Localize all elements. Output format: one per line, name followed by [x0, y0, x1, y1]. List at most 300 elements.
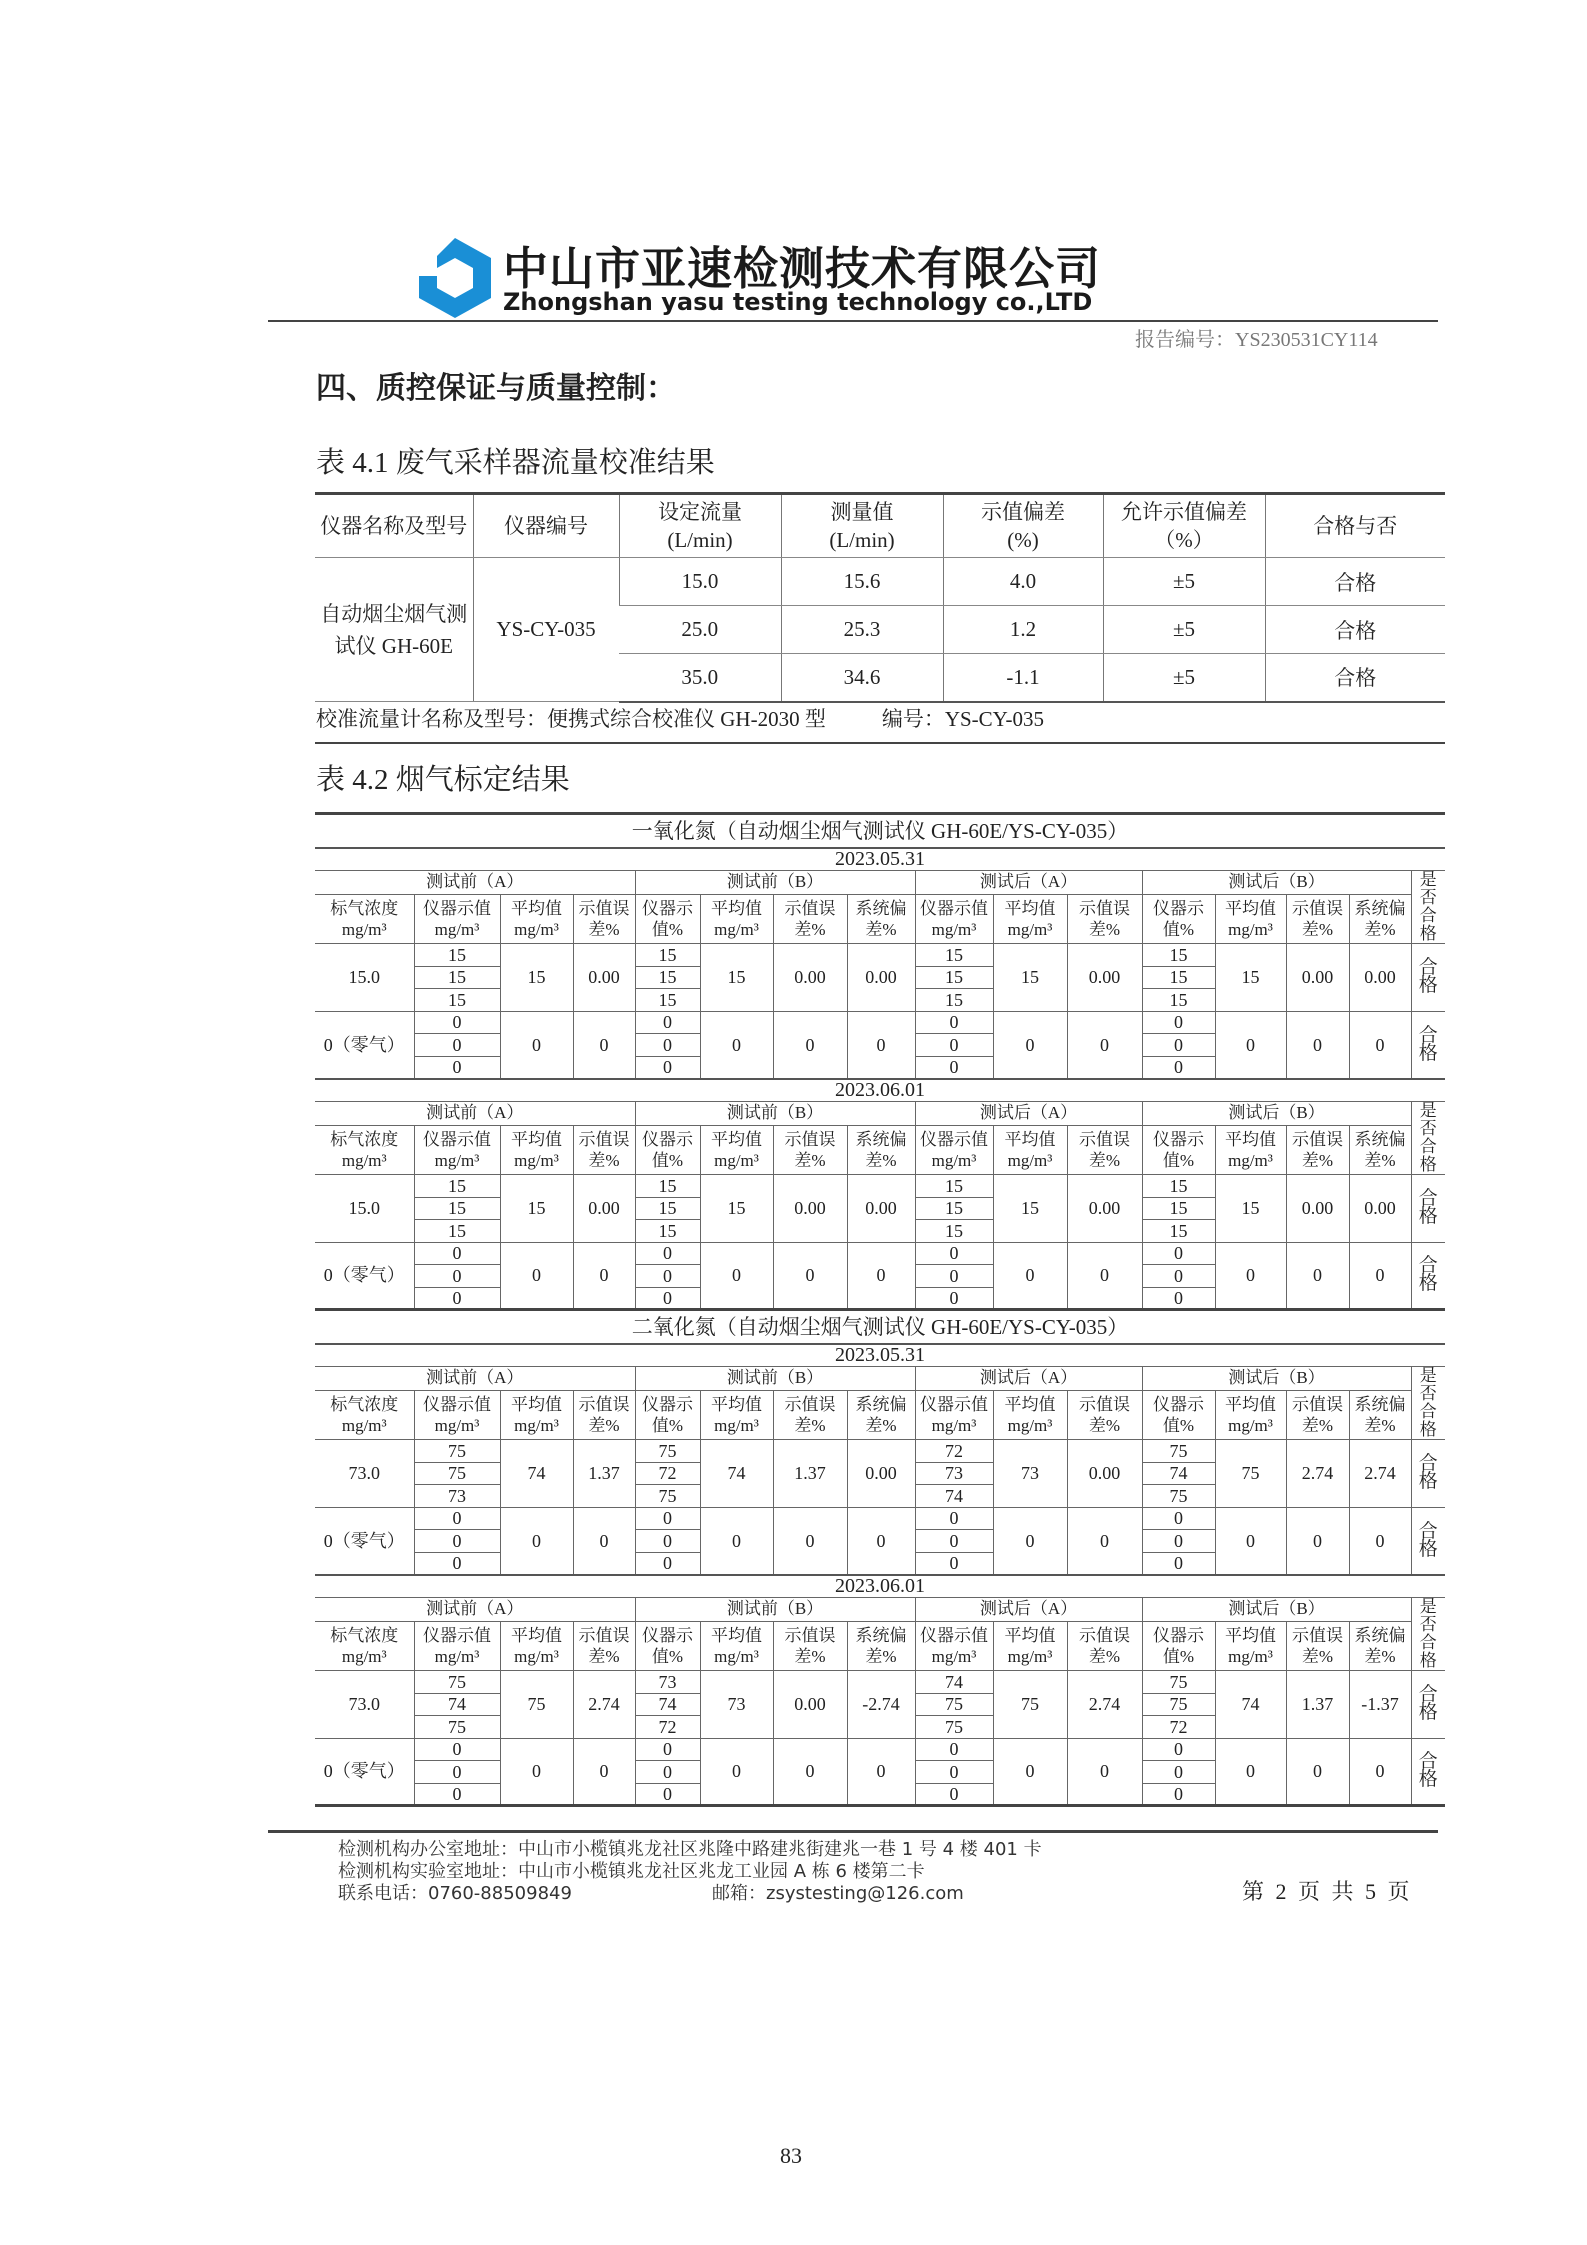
table-row [315, 1242, 1445, 1265]
section-title-row [315, 1310, 1445, 1344]
header-divider [268, 320, 1438, 322]
average: 0 [500, 1738, 573, 1806]
section-title: 二氧化氮（自动烟尘烟气测试仪 GH-60E/YS-CY-035） [315, 1310, 1445, 1344]
column-header: 系统偏 差% [847, 1125, 915, 1174]
set-flow: 25.0 [619, 606, 781, 654]
date: 2023.06.01 [315, 1079, 1445, 1102]
reading-pre-a: 0 [414, 1287, 500, 1310]
result-header: 是否 合格 [1411, 871, 1445, 944]
column-header: 平均值 mg/m³ [1215, 1621, 1286, 1670]
reading-post-b: 72 [1142, 1716, 1215, 1739]
column-header: 平均值 mg/m³ [500, 894, 573, 943]
table-row [315, 1011, 1445, 1034]
average: 0 [500, 1011, 573, 1079]
average: 15 [993, 944, 1067, 1012]
calibrator-note [316, 703, 1100, 733]
error: 0 [573, 1738, 635, 1806]
error: 0.00 [1286, 1175, 1349, 1243]
table-row [315, 944, 1445, 967]
system-deviation: 0 [1349, 1507, 1411, 1575]
column-header: 平均值 mg/m³ [700, 1621, 773, 1670]
company-name-en: Zhongshan yasu testing technology co.,LTD [503, 288, 1093, 316]
lab-address: 检测机构实验室地址：中山市小榄镇兆龙社区兆龙工业园 A 栋 6 楼第二卡 [338, 1861, 925, 1882]
group-header: 测试前（B） [635, 1102, 915, 1126]
date-row [315, 848, 1445, 871]
column-header: 仪器示值 mg/m³ [915, 1621, 993, 1670]
column-header: 仪器示值 mg/m³ [915, 1125, 993, 1174]
error: 0 [1286, 1507, 1349, 1575]
reading-post-b: 0 [1142, 1507, 1215, 1530]
header-cell: 仪器编号 [473, 494, 619, 558]
gas-calibration-table [315, 812, 1445, 1807]
system-deviation: 0.00 [1349, 944, 1411, 1012]
column-header: 仪器示 值% [635, 894, 700, 943]
error: 0 [1067, 1507, 1142, 1575]
group-header: 测试前（A） [315, 1367, 635, 1391]
reading-pre-a: 0 [414, 1011, 500, 1034]
average: 75 [1215, 1440, 1286, 1508]
column-header: 平均值 mg/m³ [700, 1390, 773, 1439]
result: 合格 [1411, 1440, 1445, 1508]
error: 0 [773, 1507, 847, 1575]
reading-pre-a: 15 [414, 1197, 500, 1220]
group-header: 测试前（B） [635, 1367, 915, 1391]
average: 75 [500, 1671, 573, 1739]
average: 0 [993, 1738, 1067, 1806]
average: 0 [1215, 1011, 1286, 1079]
page-indicator: 第 2 页 共 5 页 [1242, 1879, 1413, 1904]
group-header: 测试后（A） [915, 871, 1142, 895]
column-header-row [315, 1390, 1445, 1439]
table-row [315, 1507, 1445, 1530]
average: 73 [993, 1440, 1067, 1508]
system-deviation: 0.00 [847, 944, 915, 1012]
date: 2023.05.31 [315, 848, 1445, 871]
result-header: 是否 合格 [1411, 1367, 1445, 1440]
error: 2.74 [573, 1671, 635, 1739]
column-header: 示值误 差% [573, 894, 635, 943]
reading-post-b: 15 [1142, 966, 1215, 989]
column-header: 示值误 差% [773, 1125, 847, 1174]
group-header: 测试前（A） [315, 871, 635, 895]
header-cell: 仪器名称及型号 [315, 494, 473, 558]
column-header: 平均值 mg/m³ [500, 1390, 573, 1439]
system-deviation: 0.00 [847, 1440, 915, 1508]
system-deviation: -2.74 [847, 1671, 915, 1739]
reading-pre-b: 0 [635, 1011, 700, 1034]
column-header: 系统偏 差% [1349, 1390, 1411, 1439]
error: 1.37 [773, 1440, 847, 1508]
standard-concentration: 0（零气） [315, 1738, 414, 1806]
column-header: 仪器示 值% [1142, 1125, 1215, 1174]
reading-post-a: 0 [915, 1056, 993, 1079]
reading-post-b: 0 [1142, 1265, 1215, 1288]
date: 2023.05.31 [315, 1344, 1445, 1367]
average: 0 [993, 1242, 1067, 1310]
result: 合格 [1411, 944, 1445, 1012]
column-header: 平均值 mg/m³ [500, 1125, 573, 1174]
table-row [315, 1175, 1445, 1198]
column-header: 示值误 差% [1286, 1621, 1349, 1670]
reading-post-b: 15 [1142, 1220, 1215, 1243]
reading-pre-a: 74 [414, 1693, 500, 1716]
average: 0 [993, 1507, 1067, 1575]
reading-pre-a: 73 [414, 1485, 500, 1508]
reading-post-b: 75 [1142, 1671, 1215, 1694]
column-header: 仪器示值 mg/m³ [414, 1390, 500, 1439]
column-header: 平均值 mg/m³ [993, 1621, 1067, 1670]
error: 0 [773, 1738, 847, 1806]
average: 0 [700, 1242, 773, 1310]
reading-post-a: 0 [915, 1783, 993, 1806]
reading-post-a: 75 [915, 1693, 993, 1716]
email: 邮箱：zsystesting@126.com [712, 1883, 964, 1904]
group-header-row [315, 871, 1445, 895]
column-header: 示值误 差% [1067, 1125, 1142, 1174]
reading-pre-b: 73 [635, 1671, 700, 1694]
standard-concentration: 73.0 [315, 1671, 414, 1739]
column-header: 平均值 mg/m³ [993, 894, 1067, 943]
result: 合格 [1411, 1242, 1445, 1310]
column-header: 平均值 mg/m³ [700, 1125, 773, 1174]
system-deviation: 0 [1349, 1738, 1411, 1806]
average: 0 [700, 1507, 773, 1575]
reading-post-b: 0 [1142, 1034, 1215, 1057]
average: 74 [500, 1440, 573, 1508]
column-header: 示值误 差% [1067, 1621, 1142, 1670]
column-header: 示值误 差% [1067, 894, 1142, 943]
result: 合格 [1265, 606, 1445, 654]
column-header: 示值误 差% [573, 1125, 635, 1174]
column-header: 示值误 差% [573, 1390, 635, 1439]
reading-pre-b: 0 [635, 1761, 700, 1784]
column-header: 平均值 mg/m³ [1215, 1390, 1286, 1439]
error: 0.00 [573, 944, 635, 1012]
group-header-row [315, 1367, 1445, 1391]
average: 74 [700, 1440, 773, 1508]
allowed: ±5 [1103, 606, 1265, 654]
reading-pre-a: 0 [414, 1056, 500, 1079]
column-header: 仪器示 值% [635, 1125, 700, 1174]
divider [315, 742, 1445, 744]
column-header: 仪器示值 mg/m³ [915, 894, 993, 943]
reading-pre-b: 15 [635, 1175, 700, 1198]
error: 0.00 [773, 944, 847, 1012]
column-header: 仪器示值 mg/m³ [915, 1390, 993, 1439]
reading-post-b: 15 [1142, 944, 1215, 967]
reading-pre-b: 75 [635, 1440, 700, 1463]
deviation: 1.2 [943, 606, 1103, 654]
date-row [315, 1575, 1445, 1598]
system-deviation: 2.74 [1349, 1440, 1411, 1508]
header-cell: 示值偏差 (%) [943, 494, 1103, 558]
reading-pre-b: 15 [635, 944, 700, 967]
result: 合格 [1411, 1011, 1445, 1079]
column-header: 示值误 差% [1286, 894, 1349, 943]
phone: 联系电话：0760-88509849 [338, 1883, 572, 1904]
reading-post-a: 0 [915, 1287, 993, 1310]
reading-post-b: 15 [1142, 1197, 1215, 1220]
reading-post-b: 15 [1142, 989, 1215, 1012]
group-header: 测试后（B） [1142, 1598, 1411, 1622]
group-header: 测试后（B） [1142, 871, 1411, 895]
group-header: 测试后（A） [915, 1367, 1142, 1391]
system-deviation: 0 [847, 1242, 915, 1310]
group-header: 测试后（B） [1142, 1367, 1411, 1391]
average: 74 [1215, 1671, 1286, 1739]
reading-post-a: 15 [915, 989, 993, 1012]
table-4-1-title: 表 4.1 废气采样器流量校准结果 [316, 447, 715, 479]
deviation: -1.1 [943, 654, 1103, 702]
calibrator-no: 编号：YS-CY-035 [881, 707, 1045, 731]
column-header: 平均值 mg/m³ [700, 894, 773, 943]
average: 0 [1215, 1242, 1286, 1310]
column-header: 系统偏 差% [1349, 894, 1411, 943]
average: 0 [700, 1011, 773, 1079]
group-header: 测试前（B） [635, 871, 915, 895]
error: 0.00 [1067, 1175, 1142, 1243]
average: 0 [993, 1011, 1067, 1079]
report-number: 报告编号：YS230531CY114 [1135, 329, 1378, 351]
group-header-row [315, 1102, 1445, 1126]
average: 73 [700, 1671, 773, 1739]
error: 1.37 [1286, 1671, 1349, 1739]
group-header: 测试后（A） [915, 1598, 1142, 1622]
reading-pre-a: 15 [414, 966, 500, 989]
allowed: ±5 [1103, 654, 1265, 702]
reading-pre-a: 0 [414, 1034, 500, 1057]
average: 0 [1215, 1738, 1286, 1806]
system-deviation: 0 [1349, 1242, 1411, 1310]
reading-pre-a: 75 [414, 1671, 500, 1694]
reading-post-a: 74 [915, 1485, 993, 1508]
reading-post-a: 0 [915, 1011, 993, 1034]
reading-pre-a: 0 [414, 1761, 500, 1784]
column-header: 示值误 差% [1067, 1390, 1142, 1439]
average: 15 [1215, 944, 1286, 1012]
section-title-row [315, 814, 1445, 848]
average: 15 [500, 1175, 573, 1243]
reading-post-a: 15 [915, 1220, 993, 1243]
result: 合格 [1411, 1175, 1445, 1243]
column-header: 仪器示值 mg/m³ [414, 894, 500, 943]
column-header: 系统偏 差% [1349, 1621, 1411, 1670]
set-flow: 15.0 [619, 558, 781, 606]
reading-pre-b: 0 [635, 1738, 700, 1761]
error: 0.00 [773, 1175, 847, 1243]
reading-pre-b: 15 [635, 989, 700, 1012]
column-header-row [315, 1125, 1445, 1174]
result: 合格 [1411, 1671, 1445, 1739]
group-header: 测试前（A） [315, 1102, 635, 1126]
table-row [315, 1671, 1445, 1694]
reading-pre-b: 72 [635, 1462, 700, 1485]
reading-pre-b: 0 [635, 1034, 700, 1057]
reading-post-b: 0 [1142, 1783, 1215, 1806]
reading-post-a: 15 [915, 1197, 993, 1220]
result-header: 是否 合格 [1411, 1598, 1445, 1671]
error: 2.74 [1286, 1440, 1349, 1508]
column-header: 仪器示值 mg/m³ [414, 1621, 500, 1670]
reading-post-a: 75 [915, 1716, 993, 1739]
system-deviation: 0.00 [847, 1175, 915, 1243]
reading-pre-b: 0 [635, 1287, 700, 1310]
reading-post-a: 0 [915, 1265, 993, 1288]
system-deviation: 0 [847, 1738, 915, 1806]
group-header: 测试后（B） [1142, 1102, 1411, 1126]
reading-post-a: 74 [915, 1671, 993, 1694]
column-header-row [315, 1621, 1445, 1670]
reading-post-a: 72 [915, 1440, 993, 1463]
standard-concentration: 0（零气） [315, 1242, 414, 1310]
group-header: 测试后（A） [915, 1102, 1142, 1126]
average: 0 [500, 1242, 573, 1310]
date-row [315, 1079, 1445, 1102]
table-row [315, 558, 1445, 606]
column-header: 示值误 差% [573, 1621, 635, 1670]
footer-divider [268, 1830, 1438, 1833]
reading-pre-a: 75 [414, 1716, 500, 1739]
reading-post-b: 75 [1142, 1693, 1215, 1716]
reading-pre-a: 0 [414, 1507, 500, 1530]
table-4-2-title: 表 4.2 烟气标定结果 [316, 764, 570, 796]
result: 合格 [1265, 654, 1445, 702]
error: 0 [573, 1242, 635, 1310]
standard-concentration: 15.0 [315, 944, 414, 1012]
reading-post-b: 0 [1142, 1242, 1215, 1265]
column-header-row [315, 894, 1445, 943]
system-deviation: 0 [1349, 1011, 1411, 1079]
office-address: 检测机构办公室地址：中山市小榄镇兆龙社区兆隆中路建兆街建兆一巷 1 号 4 楼 401 卡 [338, 1839, 1042, 1860]
error: 0 [1067, 1242, 1142, 1310]
error: 0 [1286, 1011, 1349, 1079]
reading-pre-b: 0 [635, 1056, 700, 1079]
reading-pre-a: 75 [414, 1440, 500, 1463]
reading-pre-a: 15 [414, 944, 500, 967]
group-header-row [315, 1598, 1445, 1622]
reading-pre-b: 0 [635, 1242, 700, 1265]
result: 合格 [1411, 1507, 1445, 1575]
reading-post-a: 0 [915, 1761, 993, 1784]
average: 15 [1215, 1175, 1286, 1243]
reading-pre-b: 0 [635, 1265, 700, 1288]
flow-calibration-table [315, 492, 1445, 703]
reading-post-b: 0 [1142, 1530, 1215, 1553]
reading-pre-a: 0 [414, 1552, 500, 1575]
reading-pre-a: 0 [414, 1738, 500, 1761]
reading-post-a: 0 [915, 1034, 993, 1057]
average: 75 [993, 1671, 1067, 1739]
reading-pre-a: 0 [414, 1783, 500, 1806]
result: 合格 [1265, 558, 1445, 606]
reading-pre-a: 15 [414, 989, 500, 1012]
reading-pre-a: 15 [414, 1175, 500, 1198]
reading-pre-b: 15 [635, 1220, 700, 1243]
error: 0 [773, 1011, 847, 1079]
reading-pre-b: 74 [635, 1693, 700, 1716]
reading-pre-a: 0 [414, 1242, 500, 1265]
company-logo [415, 236, 495, 320]
column-header: 平均值 mg/m³ [993, 1125, 1067, 1174]
header-cell: 合格与否 [1265, 494, 1445, 558]
column-header: 示值误 差% [773, 894, 847, 943]
column-header: 平均值 mg/m³ [500, 1621, 573, 1670]
reading-post-b: 75 [1142, 1485, 1215, 1508]
calibrator-name: 校准流量计名称及型号：便携式综合校准仪 GH-2030 型 [316, 707, 826, 731]
column-header: 仪器示 值% [635, 1621, 700, 1670]
deviation: 4.0 [943, 558, 1103, 606]
system-deviation: -1.37 [1349, 1671, 1411, 1739]
column-header: 系统偏 差% [1349, 1125, 1411, 1174]
column-header: 标气浓度 mg/m³ [315, 1125, 414, 1174]
reading-post-a: 0 [915, 1738, 993, 1761]
reading-pre-b: 15 [635, 966, 700, 989]
column-header: 示值误 差% [1286, 1125, 1349, 1174]
column-header: 标气浓度 mg/m³ [315, 1621, 414, 1670]
error: 0 [1286, 1738, 1349, 1806]
column-header: 仪器示 值% [1142, 1390, 1215, 1439]
result: 合格 [1411, 1738, 1445, 1806]
page-number: 83 [780, 2143, 802, 2168]
error: 0 [1286, 1242, 1349, 1310]
section-title: 一氧化氮（自动烟尘烟气测试仪 GH-60E/YS-CY-035） [315, 814, 1445, 848]
reading-pre-b: 0 [635, 1530, 700, 1553]
column-header: 平均值 mg/m³ [993, 1390, 1067, 1439]
column-header: 系统偏 差% [847, 894, 915, 943]
error: 0.00 [1067, 944, 1142, 1012]
column-header: 系统偏 差% [847, 1621, 915, 1670]
reading-pre-a: 75 [414, 1462, 500, 1485]
average: 0 [700, 1738, 773, 1806]
column-header: 平均值 mg/m³ [1215, 1125, 1286, 1174]
column-header: 平均值 mg/m³ [1215, 894, 1286, 943]
column-header: 系统偏 差% [847, 1390, 915, 1439]
reading-post-a: 0 [915, 1507, 993, 1530]
measured: 15.6 [781, 558, 943, 606]
system-deviation: 0 [847, 1011, 915, 1079]
reading-post-a: 15 [915, 944, 993, 967]
reading-post-a: 15 [915, 966, 993, 989]
reading-pre-b: 15 [635, 1197, 700, 1220]
error: 0 [573, 1507, 635, 1575]
column-header: 标气浓度 mg/m³ [315, 894, 414, 943]
header-cell: 设定流量 (L/min) [619, 494, 781, 558]
reading-post-b: 0 [1142, 1738, 1215, 1761]
header-cell: 测量值 (L/min) [781, 494, 943, 558]
average: 15 [500, 944, 573, 1012]
section-title: 四、质控保证与质量控制： [316, 371, 676, 406]
reading-post-a: 0 [915, 1552, 993, 1575]
reading-post-a: 15 [915, 1175, 993, 1198]
column-header: 示值误 差% [1286, 1390, 1349, 1439]
reading-post-a: 0 [915, 1530, 993, 1553]
reading-pre-b: 72 [635, 1716, 700, 1739]
reading-post-b: 74 [1142, 1462, 1215, 1485]
reading-post-b: 0 [1142, 1011, 1215, 1034]
average: 0 [500, 1507, 573, 1575]
group-header: 测试前（A） [315, 1598, 635, 1622]
instrument-no: YS-CY-035 [473, 558, 619, 702]
standard-concentration: 0（零气） [315, 1011, 414, 1079]
error: 0.00 [773, 1671, 847, 1739]
system-deviation: 0.00 [1349, 1175, 1411, 1243]
header-cell: 允许示值偏差 （%） [1103, 494, 1265, 558]
error: 0 [1067, 1738, 1142, 1806]
error: 0 [1067, 1011, 1142, 1079]
standard-concentration: 73.0 [315, 1440, 414, 1508]
average: 15 [700, 944, 773, 1012]
reading-post-b: 0 [1142, 1552, 1215, 1575]
